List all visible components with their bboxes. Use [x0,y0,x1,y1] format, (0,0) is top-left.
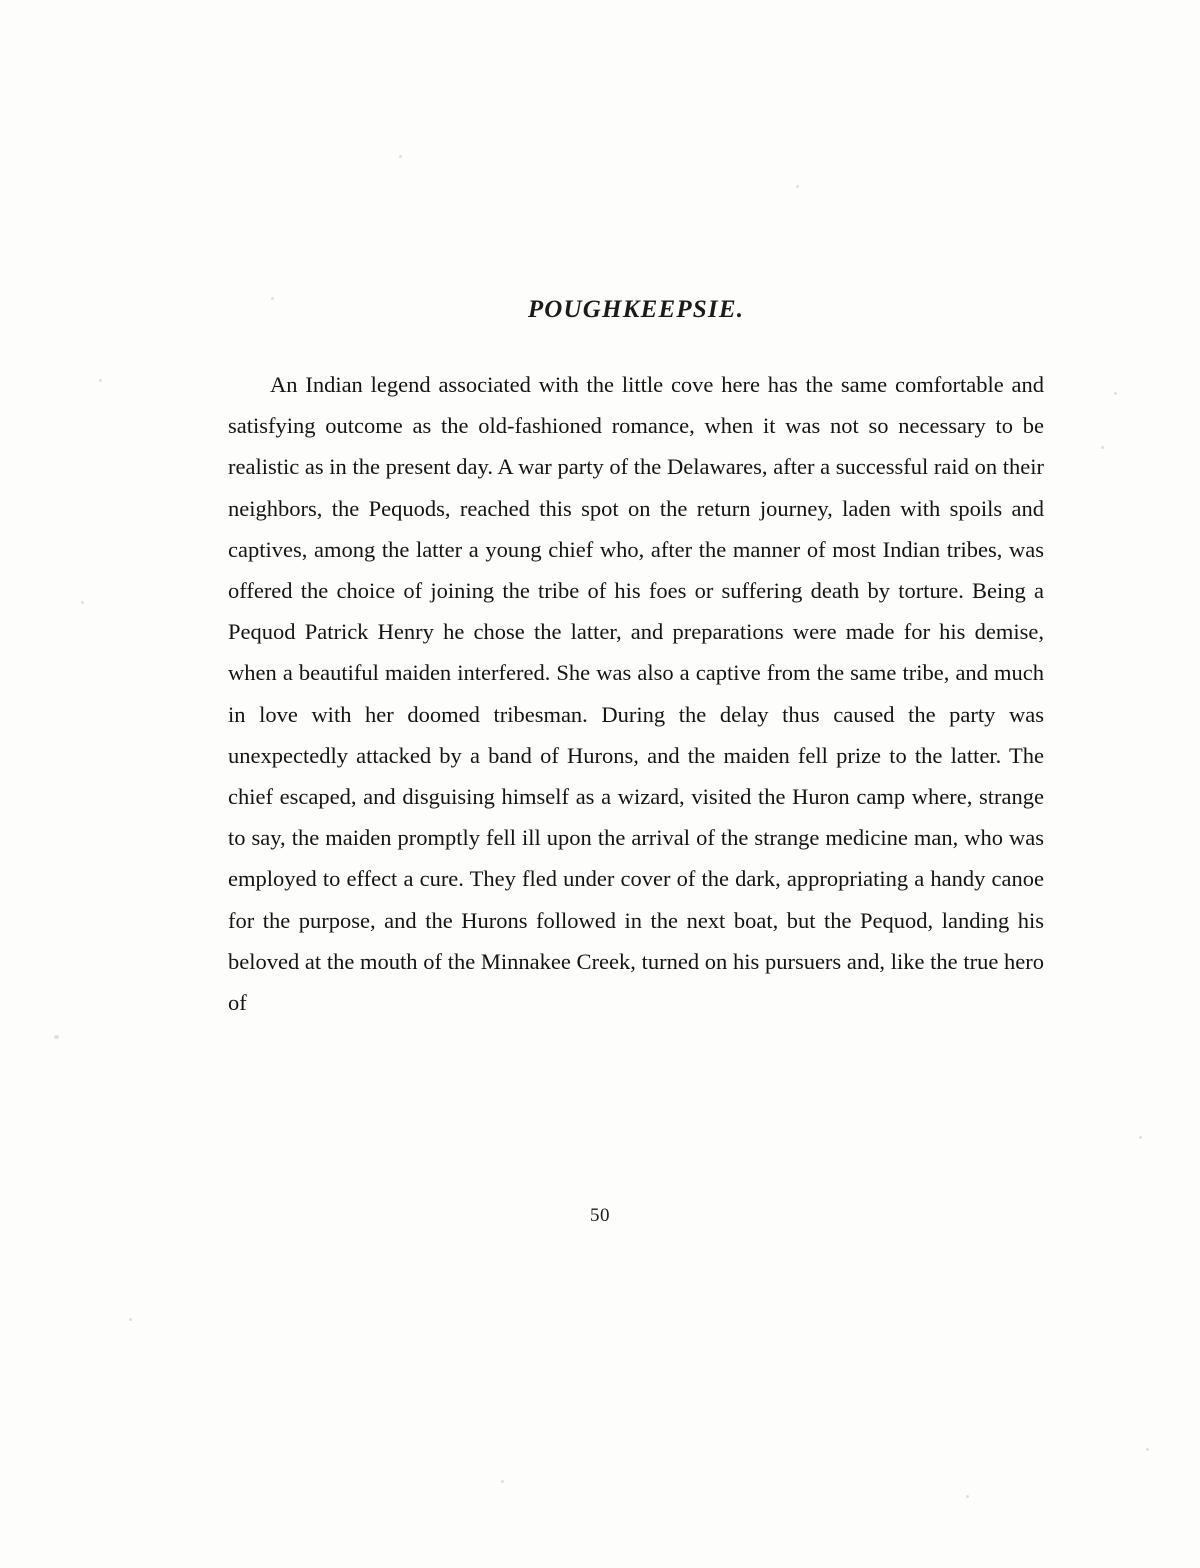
paper-speck [966,1495,969,1498]
paper-speck [54,1035,59,1039]
paper-speck [1146,1448,1149,1451]
page-number: 50 [590,1205,610,1226]
paper-speck [796,185,799,188]
paper-speck [1114,392,1117,395]
paper-speck [129,1318,132,1321]
paper-speck [1101,446,1104,449]
page-content [228,296,1044,1023]
paper-speck [501,1480,504,1483]
paper-speck [1139,1136,1142,1139]
paper-speck [81,601,84,604]
paper-speck [99,379,102,382]
body-paragraph [228,364,1044,1023]
paragraph-text: An Indian legend associated with the little cove here has the same comfortable and satisfying outcome as the old-fashioned romance, when it was not so necessary to be realistic as in the present day. A war party of the Delawares, after a successful raid on their neighbors, the Pequods, reached this spot on the return journey, laden with spoils and captives, among the latter a young chief who, after the manner of most Indian tribes, was offered the choice of joining the tribe of his foes or suffering death by torture. Being a Pequod Patrick Henry he chose the latter, and preparations were made for his demise, when a beautiful maiden interfered. She was also a captive from the same tribe, and much in love with her doomed tribesman. During the delay thus caused the party was unexpectedly attacked by a band of Hurons, and the maiden fell prize to the latter. The chief escaped, and disguising himself as a wizard, visited the Huron camp where, strange to say, the maiden promptly fell ill upon the arrival of the strange medicine man, who was employed to effect a cure. They fled under cover of the dark, appropriating a handy canoe for the purpose, and the Hurons followed in the next boat, but the Pequod, landing his beloved at the mouth of the Minnakee Creek, turned on his pursuers and, like the true hero of [228,372,1044,1016]
paper-speck [399,155,402,158]
page-title: POUGHKEEPSIE. [527,296,745,323]
